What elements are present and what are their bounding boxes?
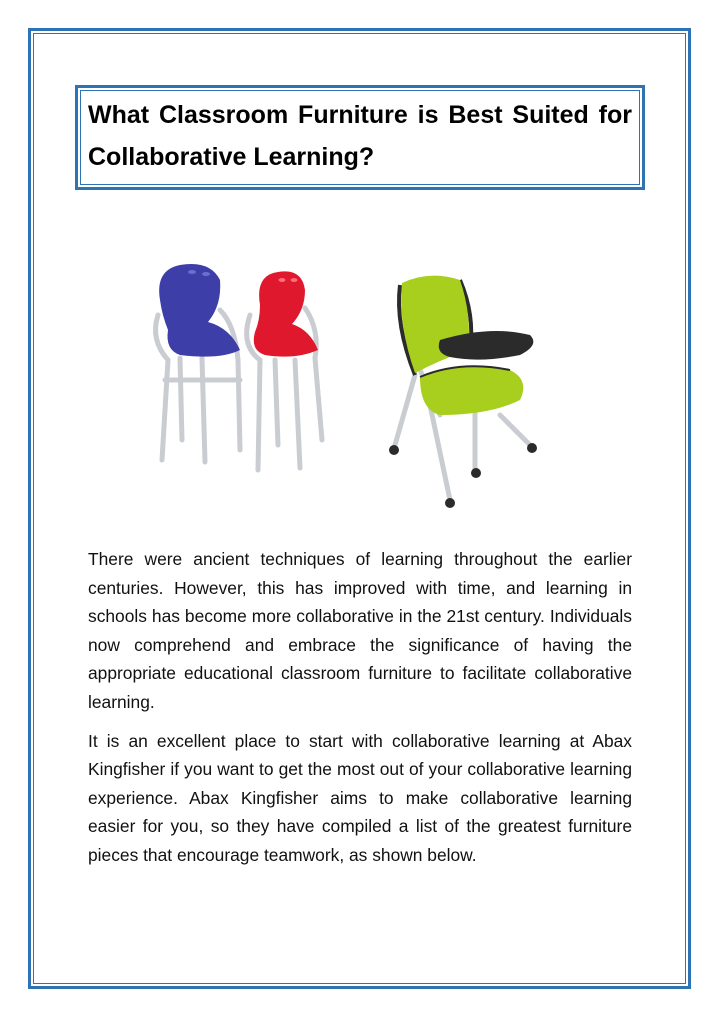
stacking-chairs-image	[110, 210, 370, 530]
green-chair-seat	[420, 366, 523, 415]
tablet-arm-chair-image	[380, 265, 580, 515]
blue-chair-shell	[159, 264, 240, 357]
paragraph-2: It is an excellent place to start with collaborative learning at Abax Kingfisher if you want to get the most out of your collaborative learning experience. Abax Kingfisher aims to make collaborative learning easier for you, so they have compiled a list of the greatest furniture pieces that encourage teamwork, as shown below.	[88, 730, 632, 865]
page-title: What Classroom Furniture is Best Suited for Collaborative Learning?	[88, 101, 632, 171]
body-text	[88, 545, 632, 880]
furniture-images	[100, 210, 620, 530]
paragraph-1: There were ancient techniques of learning throughout the earlier centuries. However, this has improved with time, and learning in schools has become more collaborative in the 21st century. Individuals now comprehend and embrace the significance of having the appropriate educational classroom furniture to facilitate collaborative learning.	[88, 549, 632, 712]
